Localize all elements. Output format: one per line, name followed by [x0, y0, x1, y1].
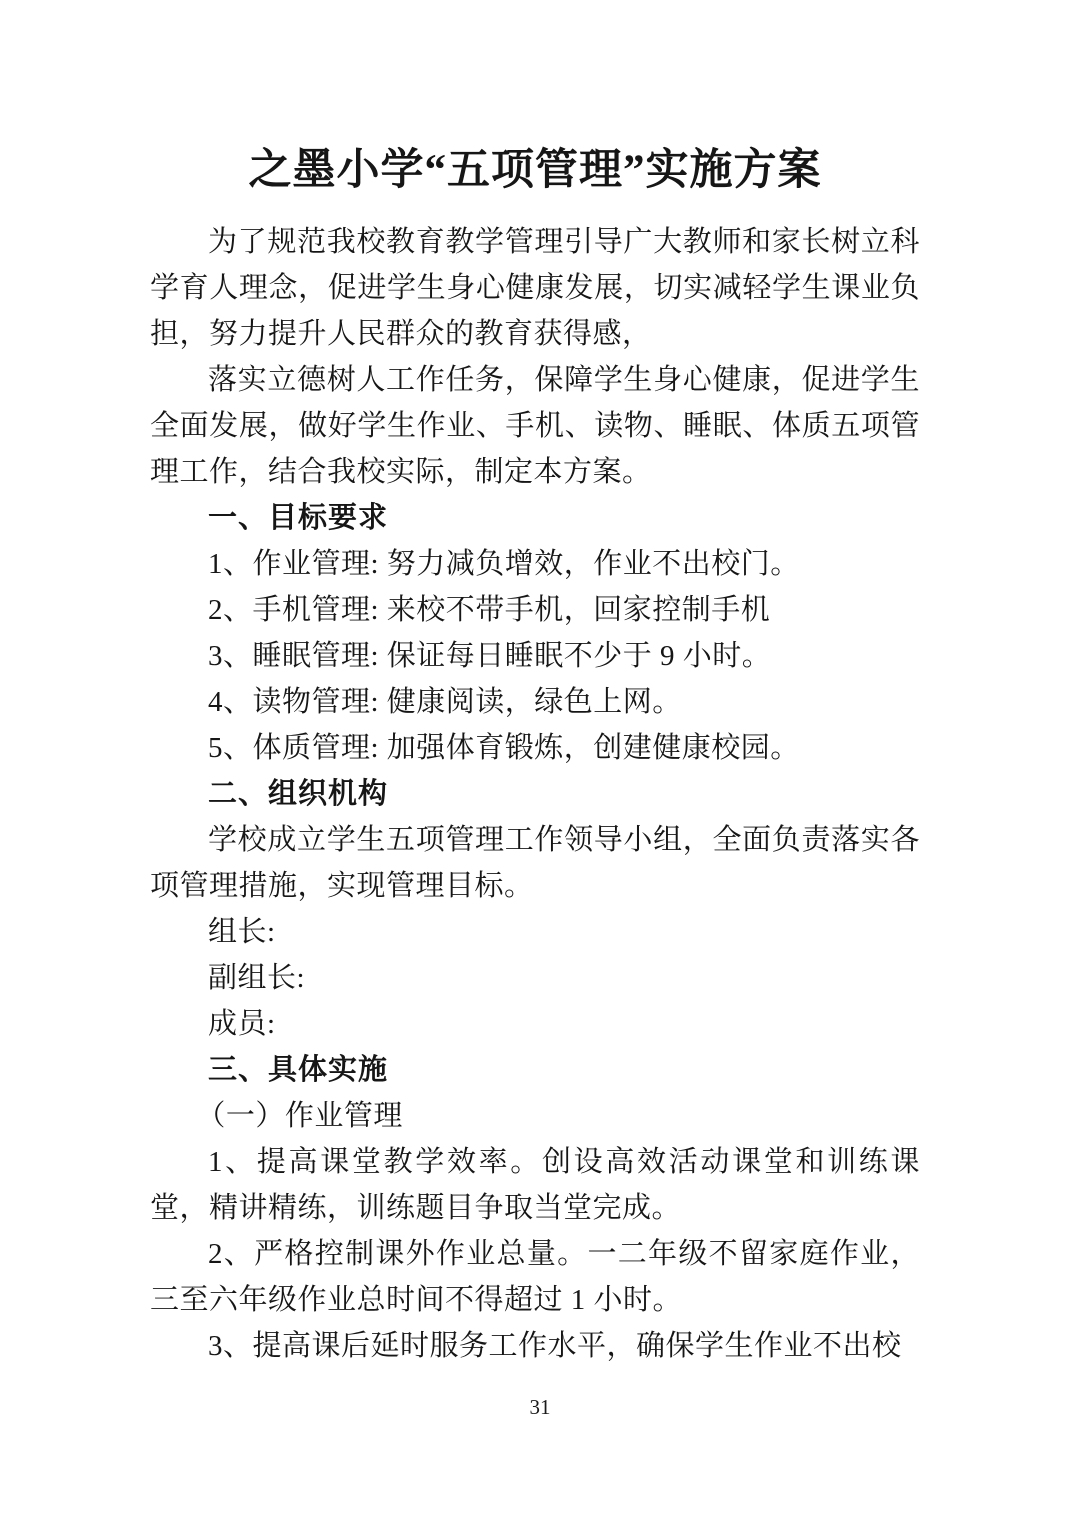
paragraph: 1、作业管理: 努力减负增效，作业不出校门。: [208, 548, 800, 580]
paragraph: 落实立德树人工作任务，保障学生身心健康，促进学生全面发展，做好学生作业、手机、读物、睡眠、体质五项管理工作，结合我校实际，制定本方案。: [150, 364, 920, 488]
paragraph: 为了规范我校教育教学管理引导广大教师和家长树立科学育人理念，促进学生身心健康发展，切实减轻学生课业负担，努力提升人民群众的教育获得感，: [150, 226, 920, 350]
section-heading: 三、具体实施: [208, 1054, 389, 1086]
paragraph: 组长:: [208, 916, 276, 948]
paragraph: 3、提高课后延时服务工作水平，确保学生作业不出校: [208, 1330, 902, 1362]
document-body: [150, 219, 920, 1369]
paragraph: 成员:: [208, 1008, 276, 1040]
paragraph: 学校成立学生五项管理工作领导小组，全面负责落实各项管理措施，实现管理目标。: [150, 824, 920, 902]
section-heading: 二、组织机构: [208, 778, 389, 810]
document-title: 之墨小学“五项管理”实施方案: [248, 147, 822, 194]
section-heading: 一、目标要求: [208, 502, 389, 534]
paragraph: 4、读物管理: 健康阅读，绿色上网。: [208, 686, 682, 718]
paragraph: 5、体质管理: 加强体育锻炼，创建健康校园。: [208, 732, 800, 764]
document-content: [150, 146, 920, 1369]
paragraph: 1、提高课堂教学效率。创设高效活动课堂和训练课堂，精讲精练，训练题目争取当堂完成。: [150, 1146, 920, 1224]
paragraph: 2、严格控制课外作业总量。一二年级不留家庭作业，三至六年级作业总时间不得超过 1 小时。: [150, 1238, 920, 1316]
paragraph: 3、睡眠管理: 保证每日睡眠不少于 9 小时。: [208, 640, 772, 672]
page-number: 31: [529, 1395, 551, 1419]
paragraph: 副组长:: [208, 962, 306, 994]
paragraph: 2、手机管理: 来校不带手机，回家控制手机: [208, 594, 771, 626]
sub-section-heading: （一）作业管理: [196, 1100, 403, 1132]
